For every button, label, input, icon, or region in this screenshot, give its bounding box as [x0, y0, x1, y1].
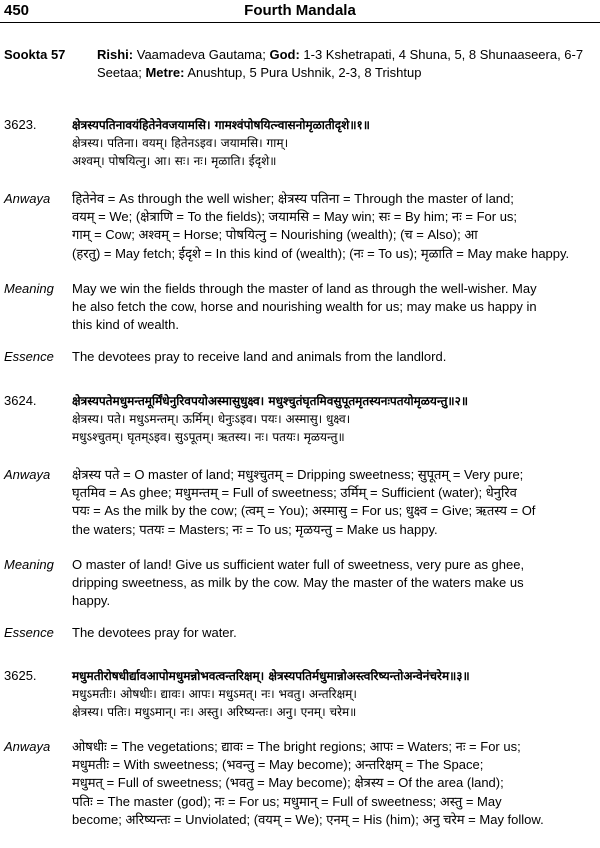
verse-block — [4, 667, 596, 722]
essence-body — [72, 348, 596, 366]
meaning-section — [4, 280, 596, 335]
anwaya-line: (हरतु) = May fetch; ईदृशे = In this kind of (wealth); (नः = To us); मृळाति = May make happy. — [72, 245, 570, 261]
header-rule — [0, 22, 600, 23]
anwaya-label: Anwaya — [4, 191, 51, 206]
sookta-details — [97, 46, 596, 82]
metre-label: Metre: — [141, 65, 185, 80]
pada-line: अश्वम्। पोषयित्नु। आ। सः। नः। मृळाति। ईदृशे॥ — [72, 154, 277, 169]
meaning-label: Meaning — [4, 281, 54, 296]
verse-number: 3624. — [4, 393, 37, 408]
verse-text-block — [72, 116, 596, 171]
verse-block — [4, 392, 596, 447]
anwaya-line: गाम् = Cow; अश्वम् = Horse; पोषयित्नु = Nourishing (wealth); (च = Also); आ — [72, 227, 478, 243]
god-label: God: — [265, 47, 300, 62]
anwaya-section — [4, 466, 596, 539]
meaning-body — [72, 280, 596, 335]
meaning-line: this kind of wealth. — [72, 317, 179, 333]
pada-line: क्षेत्रस्य। पतिना। वयम्। हितेनऽइव। जयामसि। गाम्। — [72, 136, 289, 151]
essence-section — [4, 348, 596, 366]
meaning-line: happy. — [72, 593, 111, 609]
verse-text-block — [72, 392, 596, 447]
rishi-label: Rishi: — [97, 47, 134, 62]
essence-label: Essence — [4, 625, 54, 640]
metre-value: Anushtup, 5 Pura Ushnik, 2-3, 8 Trishtup — [184, 65, 422, 80]
meaning-line: dripping sweetness, as milk by the cow. May the master of the waters make us — [72, 575, 524, 591]
pada-line: मधुऽश्चुतम्। घृतम्ऽइव। सुऽपूतम्। ऋतस्य। नः। पतयः। मृळयन्तु॥ — [72, 430, 345, 445]
meaning-line: May we win the fields through the master of land as through the well-wisher. May — [72, 281, 537, 296]
verse-text: क्षेत्रस्यपतिनावयंहितेनेवजयामसि। गामश्वंपोषयित्न्वासनोमृळातीदृशे॥१॥ — [72, 118, 370, 132]
verse-text: मधुमतीरोषधीर्द्यावआपोमधुमन्नोभवत्वन्तरिक्षम्। क्षेत्रस्यपतिर्मधुमान्नोअस्त्वरिष्यन्तोअन्वेनंचरेम॥३॥ — [72, 669, 470, 683]
anwaya-line: पतिः = The master (god); नः = For us; मधुमान् = Full of sweetness; अस्तु = May — [72, 793, 502, 809]
pada-line: क्षेत्रस्य। पतिः। मधुऽमान्। नः। अस्तु। अरिष्यन्तः। अनु। एनम्। चरेम॥ — [72, 705, 357, 720]
anwaya-line: वयम् = We; (क्षेत्राणि = To the fields); जयामसि = May win; सः = By him; नः = For us; — [72, 209, 518, 225]
anwaya-line: मधुमतीः = With sweetness; (भवन्तु = May become); अन्तरिक्षम् = The Space; — [72, 757, 484, 773]
essence-body — [72, 624, 596, 642]
anwaya-label: Anwaya — [4, 467, 51, 482]
god-value: 1-3 Kshetrapati, 4 Shuna, 5, 8 Shunaaseera, 6-7 Seetaa; — [97, 47, 584, 80]
anwaya-line: become; अरिष्यन्तः = Unviolated; (वयम् = We); एनम् = His (him); अनु चरेम = May follow. — [72, 811, 544, 827]
anwaya-label: Anwaya — [4, 739, 51, 754]
anwaya-line: घृतमिव = As ghee; मधुमन्तम् = Full of sweetness; उर्मिम् = Sufficient (water); धेनुरिव — [72, 485, 517, 501]
anwaya-body — [72, 738, 596, 829]
sookta-label: Sookta 57 — [4, 47, 66, 62]
anwaya-line: क्षेत्रस्य पते = O master of land; मधुश्चुतम् = Dripping sweetness; सुपूतम् = Very pure; — [72, 467, 524, 482]
anwaya-line: पयः = As the milk by the cow; (त्वम् = You); अस्मासु = For us; धुक्ष्व = Give; ऋतस्य = Of — [72, 503, 536, 519]
pada-line: क्षेत्रस्य। पते। मधुऽमन्तम्। ऊर्मिम्। धेनुःऽइव। पयः। अस्मासु। धुक्ष्व। — [72, 412, 351, 427]
essence-text: The devotees pray to receive land and animals from the landlord. — [72, 349, 447, 364]
anwaya-section — [4, 738, 596, 829]
anwaya-line: ओषधीः = The vegetations; द्यावः = The bright regions; आपः = Waters; नः = For us; — [72, 739, 521, 754]
meaning-line: O master of land! Give us sufficient water full of sweetness, very pure as ghee, — [72, 557, 525, 572]
essence-text: The devotees pray for water. — [72, 625, 237, 640]
meaning-body — [72, 556, 596, 611]
verse-number: 3625. — [4, 668, 37, 683]
meaning-label: Meaning — [4, 557, 54, 572]
anwaya-line: the waters; पतयः = Masters; नः = To us; मृळयन्तु = Make us happy. — [72, 521, 438, 537]
pada-line: मधुऽमतीः। ओषधीः। द्यावः। आपः। मधुऽमत्। नः। भवतु। अन्तरिक्षम्। — [72, 687, 357, 702]
page-number: 450 — [4, 2, 30, 19]
anwaya-body — [72, 190, 596, 263]
anwaya-line: मधुमत् = Full of sweetness; (भवतु = May become); क्षेत्रस्य = Of the area (land); — [72, 775, 504, 791]
anwaya-section — [4, 190, 596, 263]
page-header — [4, 2, 596, 22]
verse-block — [4, 116, 596, 171]
meaning-line: he also fetch the cow, horse and nourishing wealth for us; may make us happy in — [72, 299, 537, 315]
sookta-info — [4, 46, 596, 82]
verse-text-block — [72, 667, 596, 722]
verse-text: क्षेत्रस्यपतेमधुमन्तमूर्मिंधेनुरिवपयोअस्मासुधुक्ष्व। मधुश्चुतंघृतमिवसुपूतमृतस्यनःपतयोमृळयन्तु॥२॥ — [72, 394, 469, 408]
verse-number: 3623. — [4, 117, 37, 132]
rishi-value: Vaamadeva Gautama; — [133, 47, 266, 62]
chapter-title: Fourth Mandala — [244, 2, 356, 19]
anwaya-line: हितेनेव = As through the well wisher; क्षेत्रस्य पतिना = Through the master of land; — [72, 191, 514, 206]
meaning-section — [4, 556, 596, 611]
essence-label: Essence — [4, 349, 54, 364]
essence-section — [4, 624, 596, 642]
anwaya-body — [72, 466, 596, 539]
